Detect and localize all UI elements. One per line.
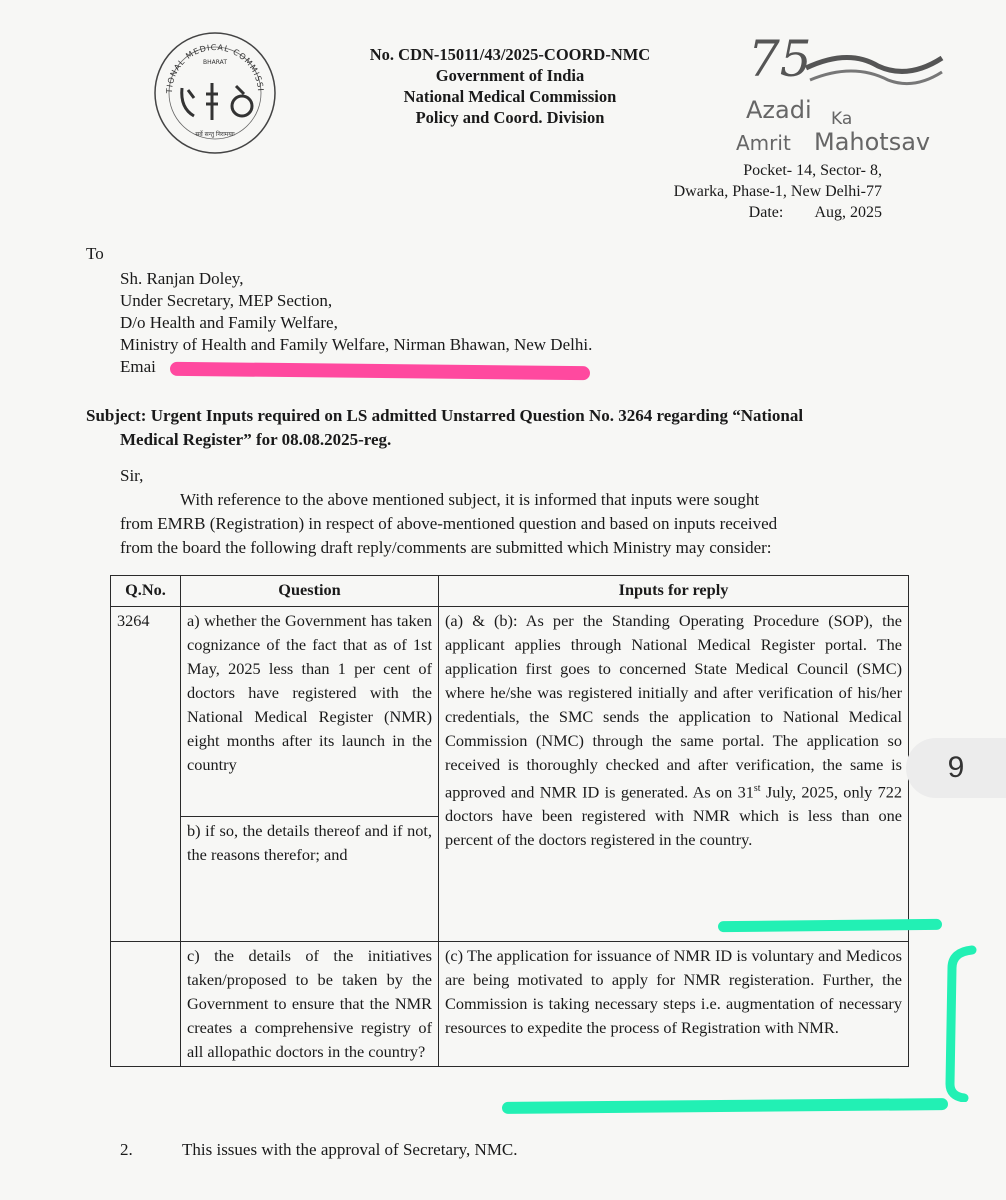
green-highlight-underline	[718, 919, 942, 932]
logo-ka: Ka	[831, 109, 853, 129]
recipient-designation: Under Secretary, MEP Section,	[120, 291, 333, 310]
recipient-ministry: Ministry of Health and Family Welfare, Nirman Bhawan, New Delhi.	[120, 335, 593, 354]
green-bracket-marker	[938, 944, 978, 1102]
letter-header	[300, 44, 720, 128]
subject-line-2: Medical Register” for 08.08.2025-reg.	[120, 430, 392, 449]
cell-reply-ab	[439, 607, 909, 942]
header-inputs: Inputs for reply	[439, 576, 909, 607]
logo-number: 75	[748, 30, 812, 88]
page-number-indicator[interactable]: 9	[906, 738, 1006, 798]
table-header-row	[111, 576, 909, 607]
address-line-2: Dwarka, Phase-1, New Delhi-77	[673, 183, 882, 200]
recipient-email-label: Emai	[120, 357, 156, 376]
body-line-1: With reference to the above mentioned subject, it is informed that inputs were sought	[180, 490, 760, 509]
header-question: Question	[181, 576, 439, 607]
division-line: Policy and Coord. Division	[415, 108, 605, 127]
table-row	[111, 607, 909, 817]
government-line: Government of India	[435, 66, 585, 85]
cell-question-c: c) the details of the initiatives taken/proposed to be taken by the Government to ensure that the NMR creates a comprehensive registry of all allopathic doctors in the country?	[181, 942, 439, 1067]
recipient-department: D/o Health and Family Welfare,	[120, 313, 338, 332]
logo-mahotsav: Mahotsav	[814, 128, 931, 156]
cell-question-a: a) whether the Government has taken cognizance of the fact that as of 1st May, 2025 less than 1 per cent of doctors have registered with the National Medical Register (NMR) eight months after its launch in the country	[181, 607, 439, 817]
logo-azadi: Azadi	[746, 96, 812, 124]
body-line-2: from EMRB (Registration) in respect of above-mentioned question and based on inputs received	[120, 514, 778, 533]
seal-top-text: TIONAL MEDICAL COMMISSI	[164, 42, 266, 94]
body-paragraph	[120, 488, 910, 560]
cell-qno-empty	[111, 942, 181, 1067]
organization-line: National Medical Commission	[403, 87, 617, 106]
seal-sub-text: BHARAT	[203, 59, 227, 66]
nmc-seal-logo	[150, 28, 280, 158]
date-value: Aug, 2025	[814, 204, 882, 221]
sender-address	[600, 160, 882, 223]
to-label: To	[86, 244, 104, 263]
reference-number: No. CDN-15011/43/2025-COORD-NMC	[369, 45, 651, 64]
cell-qno: 3264	[111, 607, 181, 942]
azadi-ka-amrit-mahotsav-logo	[728, 28, 958, 156]
salutation: Sir,	[120, 466, 144, 485]
subject-line	[86, 404, 916, 452]
cell-reply-c: (c) The application for issuance of NMR ID is voluntary and Medicos are being motivated to apply for NMR registeration. Further, the Commission is taking necessary steps i.e. augmentation of necessary resources to expedite the process of Registration with NMR.	[439, 942, 909, 1067]
para2-text: This issues with the approval of Secretary, NMC.	[182, 1140, 518, 1159]
date-line	[600, 202, 882, 223]
subject-line-1: Subject: Urgent Inputs required on LS admitted Unstarred Question No. 3264 regarding “National	[86, 406, 804, 425]
seal-bottom-text: सर्वे सन्तु निरामयाः	[195, 131, 235, 138]
green-highlight-underline-2	[502, 1098, 948, 1114]
question-reply-table	[110, 575, 909, 1067]
reply-ab-sup: st	[753, 783, 761, 794]
reply-ab-part1: (a) & (b): As per the Standing Operating Procedure (SOP), the applicant applies through National Medical Register portal. The application first goes to concerned State Medical Council (SMC) where he/she was registered initially and after verification of his/her credentials, the SMC sends the application to National Medical Commission (NMC) through the same portal. The application so received is thoroughly checked and after verification, the same is approved and NMR ID is generated. As on 31	[445, 611, 902, 802]
address-line-1: Pocket- 14, Sector- 8,	[743, 162, 882, 179]
reply-ab-part2: July, 2025, only 722 doctors have been registered with NMR which is less than one percent of the doctors registered in the country.	[445, 782, 902, 850]
header-qno: Q.No.	[111, 576, 181, 607]
recipient-name: Sh. Ranjan Doley,	[120, 269, 244, 288]
table-row	[111, 942, 909, 1067]
date-label: Date:	[748, 204, 784, 221]
logo-amrit: Amrit	[736, 131, 791, 155]
para2-number: 2.	[120, 1140, 133, 1159]
cell-question-b: b) if so, the details thereof and if not, the reasons therefor; and	[181, 817, 439, 942]
body-line-3: from the board the following draft reply/comments are submitted which Ministry may consider:	[120, 538, 772, 557]
